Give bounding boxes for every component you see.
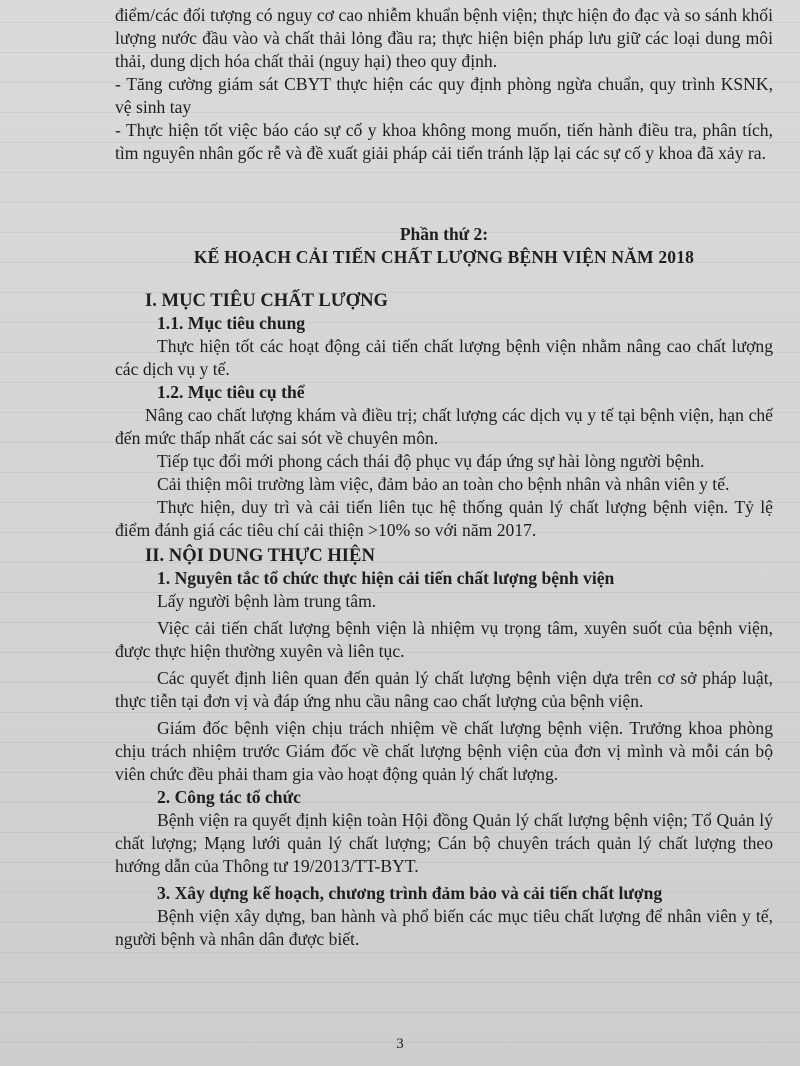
part-title: KẾ HOẠCH CẢI TIẾN CHẤT LƯỢNG BỆNH VIỆN NĂM 2018 (193, 247, 695, 267)
paragraph: Nâng cao chất lượng khám và điều trị; chất lượng các dịch vụ y tế tại bệnh viện, hạn chế đến mức thấp nhất các sai sót về chuyên môn. (115, 405, 773, 448)
section-heading: II. NỘI DUNG THỰC HIỆN (145, 545, 375, 566)
page-content (115, 4, 773, 951)
paragraph: Giám đốc bệnh viện chịu trách nhiệm về chất lượng bệnh viện. Trưởng khoa phòng chịu trách nhiệm trước Giám đốc về chất lượng bệnh viện của đơn vị mình và mỗi cán bộ viên chức đều phải tham gia vào hoạt động quản lý chất lượng. (115, 718, 773, 784)
paragraph: Thực hiện, duy trì và cải tiến liên tục hệ thống quản lý chất lượng bệnh viện. Tỷ lệ điểm đánh giá các tiêu chí cải thiện >10% so với năm 2017. (115, 497, 773, 540)
bullet-item: - Tăng cường giám sát CBYT thực hiện các quy định phòng ngừa chuẩn, quy trình KSNK, vệ sinh tay (115, 74, 773, 117)
bullet-item: - Thực hiện tốt việc báo cáo sự cố y khoa không mong muốn, tiến hành điều tra, phân tích, tìm nguyên nhân gốc rễ và đề xuất giải pháp cải tiến tránh lặp lại các sự cố y khoa đã xảy ra. (115, 120, 773, 163)
page-number: 3 (396, 1036, 404, 1052)
section-heading: I. MỤC TIÊU CHẤT LƯỢNG (145, 290, 388, 311)
paragraph: Lấy người bệnh làm trung tâm. (157, 591, 377, 611)
paragraph: Thực hiện tốt các hoạt động cải tiến chất lượng bệnh viện nhằm nâng cao chất lượng các dịch vụ y tế. (115, 336, 773, 379)
paragraph: Bệnh viện ra quyết định kiện toàn Hội đồng Quản lý chất lượng bệnh viện; Tổ Quản lý chất lượng; Mạng lưới quản lý chất lượng; Cán bộ chuyên trách quản lý chất lượng theo hướng dẫn của Thông tư 19/2013/TT-BYT. (115, 810, 773, 876)
paragraph: Các quyết định liên quan đến quản lý chất lượng bệnh viện dựa trên cơ sở pháp luật, thực tiễn tại đơn vị và đáp ứng nhu cầu nâng cao chất lượng của bệnh viện. (115, 668, 773, 711)
subsection-heading: 1.2. Mục tiêu cụ thể (157, 382, 305, 402)
part-heading: Phần thứ 2: (399, 224, 489, 244)
paragraph: Bệnh viện xây dựng, ban hành và phổ biến các mục tiêu chất lượng để nhân viên y tế, người bệnh và nhân dân được biết. (115, 906, 773, 949)
paragraph: Tiếp tục đổi mới phong cách thái độ phục vụ đáp ứng sự hài lòng người bệnh. (157, 451, 705, 471)
subsection-heading: 1.1. Mục tiêu chung (157, 313, 306, 333)
paragraph: Cải thiện môi trường làm việc, đảm bảo an toàn cho bệnh nhân và nhân viên y tế. (157, 474, 730, 494)
paragraph: Việc cải tiến chất lượng bệnh viện là nhiệm vụ trọng tâm, xuyên suốt của bệnh viện, được thực hiện thường xuyên và liên tục. (115, 618, 773, 661)
subsection-heading: 3. Xây dựng kế hoạch, chương trình đảm bảo và cải tiến chất lượng (157, 883, 663, 903)
subsection-heading: 2. Công tác tổ chức (157, 787, 301, 807)
continued-paragraph: điểm/các đối tượng có nguy cơ cao nhiễm khuẩn bệnh viện; thực hiện đo đạc và so sánh khối lượng nước đầu vào và chất thải lỏng đầu ra; thực hiện biện pháp lưu giữ các loại dung môi thải, dung dịch hóa chất thải (nguy hại) theo quy định. (115, 5, 773, 71)
subsection-heading: 1. Nguyên tắc tổ chức thực hiện cải tiến chất lượng bệnh viện (157, 568, 615, 588)
